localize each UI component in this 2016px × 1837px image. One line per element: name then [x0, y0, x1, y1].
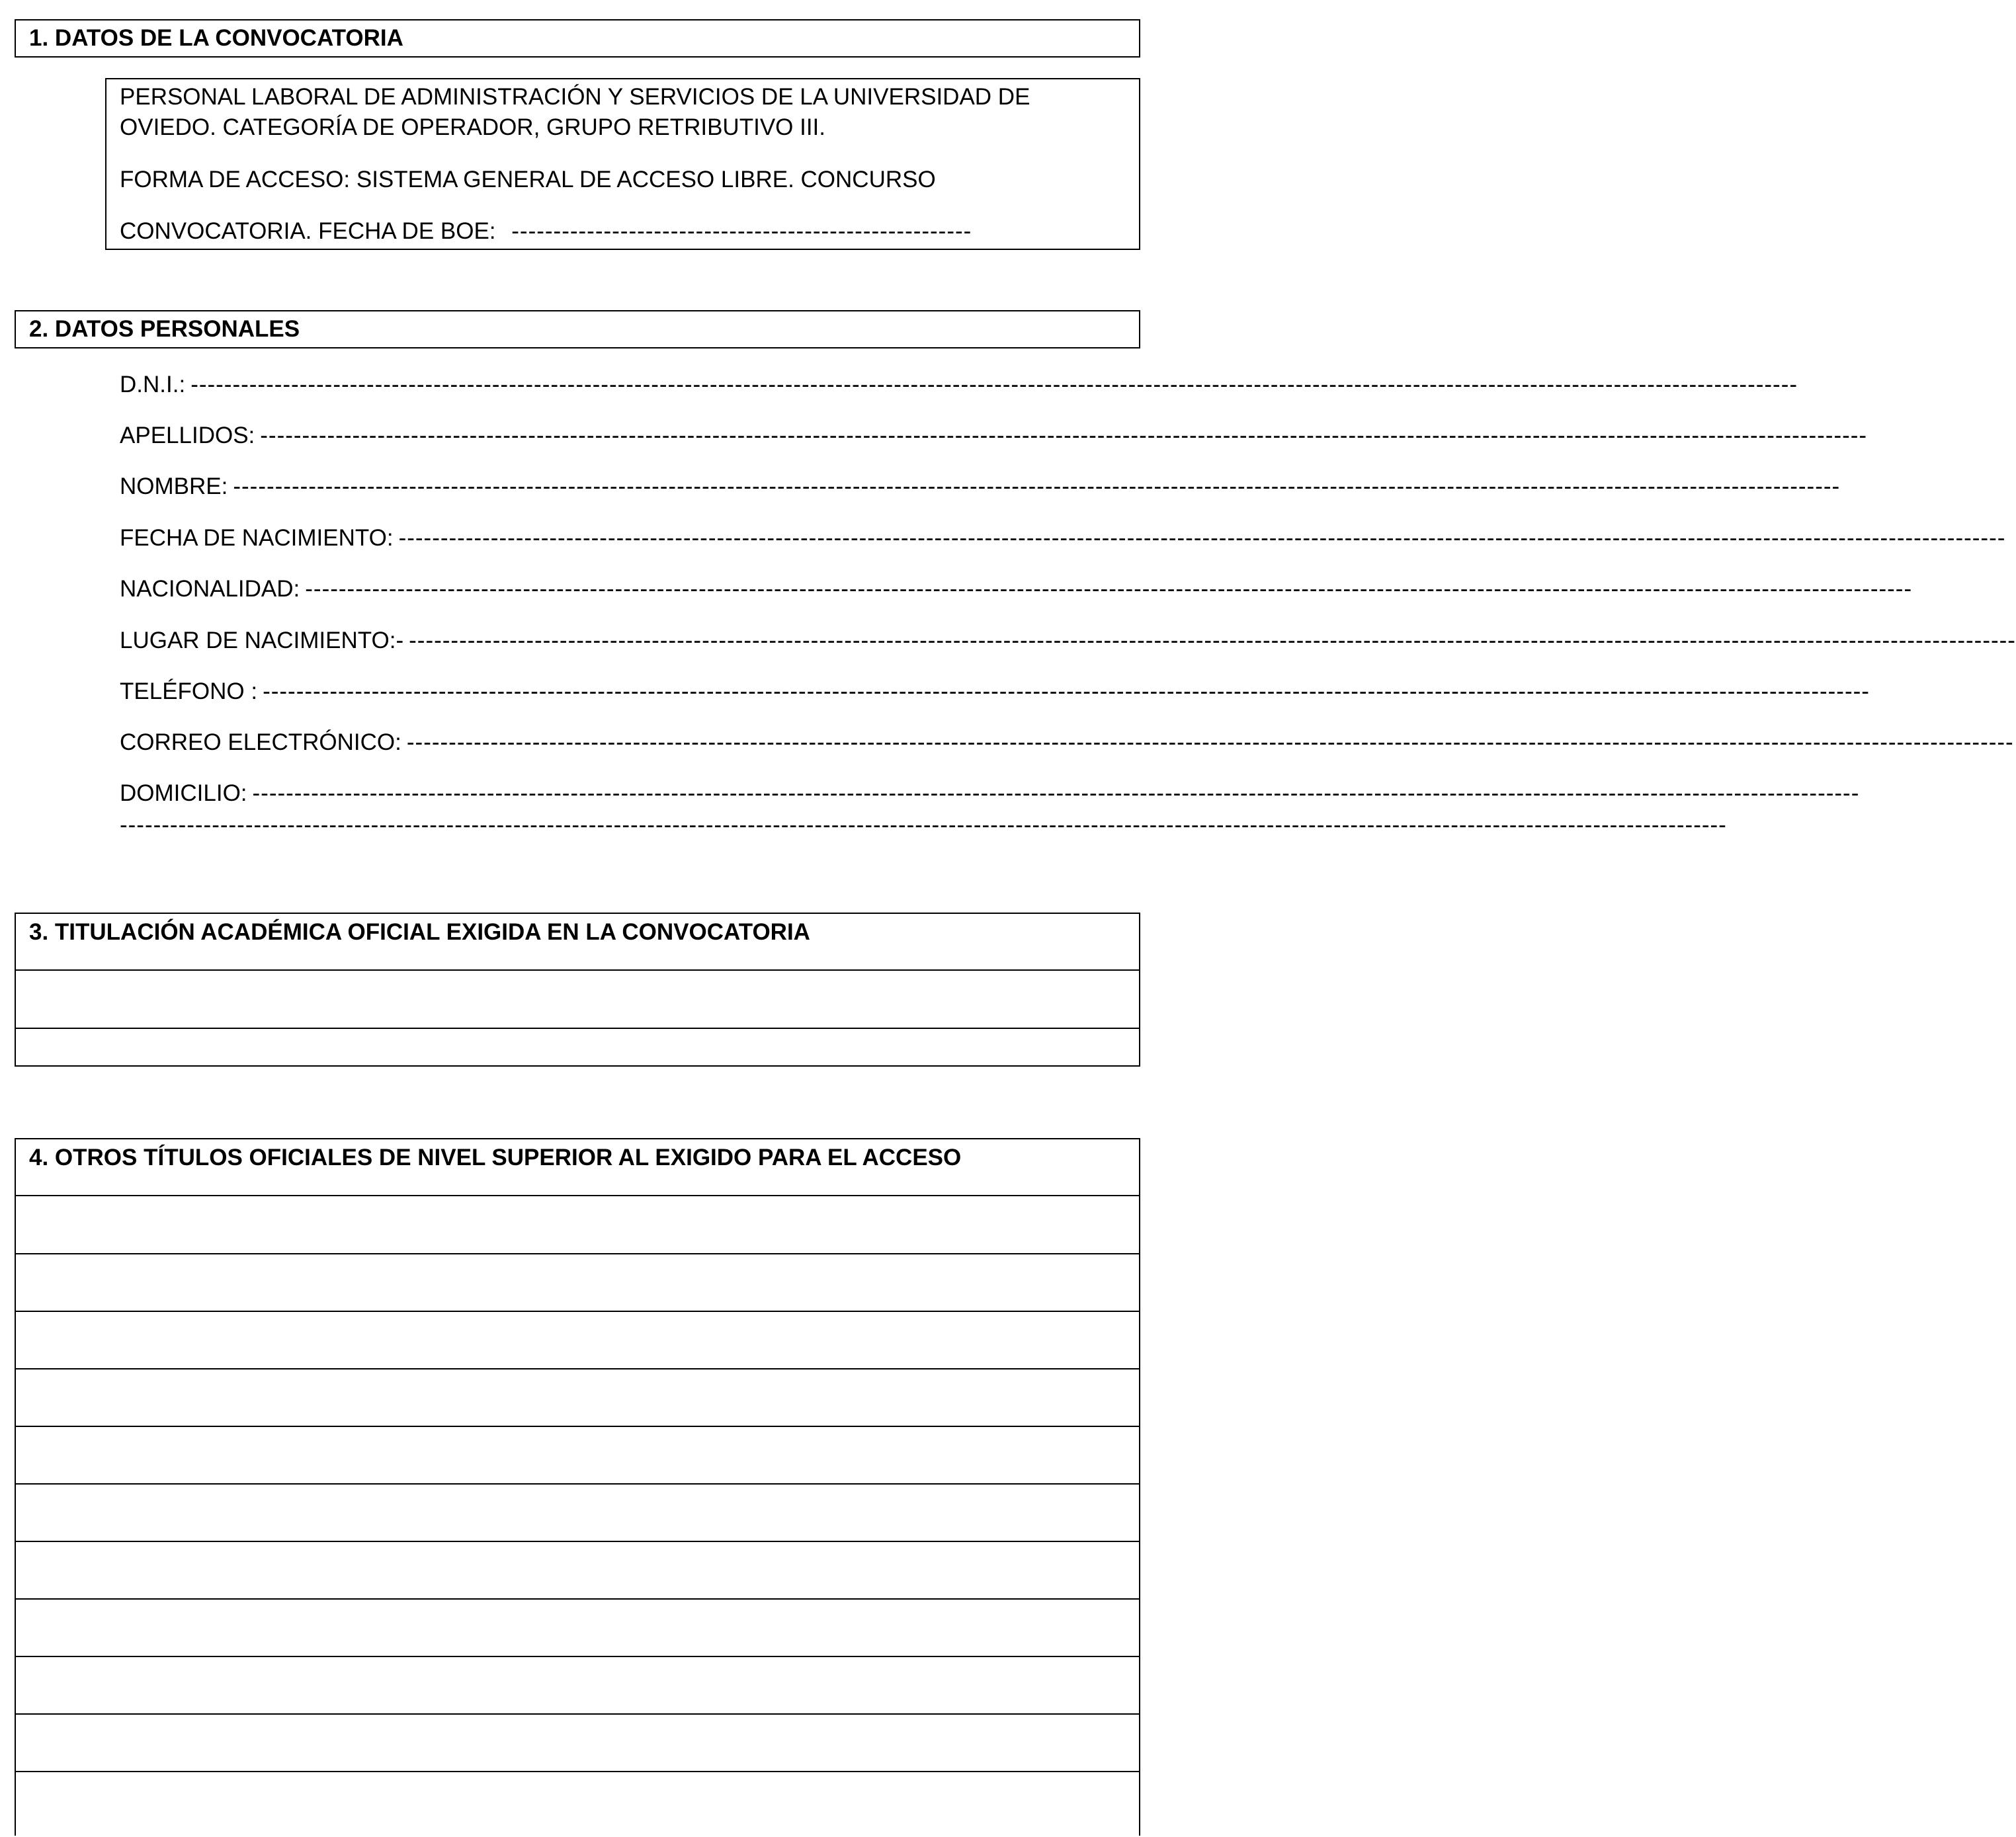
dni-field[interactable] — [120, 372, 1798, 397]
correo-field[interactable] — [120, 729, 2014, 755]
section-4-row[interactable] — [16, 1196, 1139, 1254]
section-4-row[interactable] — [16, 1772, 1139, 1837]
section-4-row[interactable] — [16, 1542, 1139, 1600]
section-3-table — [15, 913, 1140, 1067]
section-4-row[interactable] — [16, 1657, 1139, 1715]
domicilio-blank[interactable]: ------------------------------------------------------------------------------------------------------------------------------------------------------------------------------------------------ — [252, 780, 1860, 806]
correo-blank[interactable]: ------------------------------------------------------------------------------------------------------------------------------------------------------------------------------------------------ — [406, 729, 2014, 755]
lugar-nacimiento-field[interactable] — [120, 628, 2016, 653]
fecha-boe-line — [120, 220, 972, 243]
telefono-blank[interactable]: ------------------------------------------------------------------------------------------------------------------------------------------------------------------------------------------------ — [263, 678, 1870, 704]
section-3-row[interactable] — [16, 971, 1139, 1029]
fecha-boe-blank[interactable]: ------------------------------------------------------- — [511, 218, 972, 244]
section-3-title: 3. TITULACIÓN ACADÉMICA OFICIAL EXIGIDA EN LA CONVOCATORIA — [29, 919, 810, 945]
convocatoria-line-1: PERSONAL LABORAL DE ADMINISTRACIÓN Y SERVICIOS DE LA UNIVERSIDAD DE — [120, 84, 1030, 110]
convocatoria-line-2: OVIEDO. CATEGORÍA DE OPERADOR, GRUPO RETRIBUTIVO III. — [120, 114, 826, 140]
convocatoria-details-box — [105, 78, 1140, 250]
fecha-boe-label: CONVOCATORIA. FECHA DE BOE: — [120, 218, 496, 244]
section-4-row[interactable] — [16, 1485, 1139, 1542]
section-2-title: 2. DATOS PERSONALES — [29, 316, 300, 342]
nombre-blank[interactable]: ------------------------------------------------------------------------------------------------------------------------------------------------------------------------------------------------ — [233, 473, 1841, 499]
section-4-title: 4. OTROS TÍTULOS OFICIALES DE NIVEL SUPERIOR AL EXIGIDO PARA EL ACCESO — [29, 1145, 962, 1170]
lugar-nacimiento-label: LUGAR DE NACIMIENTO:- — [120, 628, 404, 653]
apellidos-label: APELLIDOS: — [120, 423, 255, 448]
section-2-header — [15, 310, 1140, 348]
lugar-nacimiento-blank[interactable]: ------------------------------------------------------------------------------------------------------------------------------------------------------------------------------------------------ — [409, 628, 2016, 653]
nombre-field[interactable] — [120, 473, 1841, 499]
convocatoria-line-3: FORMA DE ACCESO: SISTEMA GENERAL DE ACCESO LIBRE. CONCURSO — [120, 167, 936, 192]
dni-blank[interactable]: ------------------------------------------------------------------------------------------------------------------------------------------------------------------------------------------------ — [190, 372, 1798, 397]
correo-label: CORREO ELECTRÓNICO: — [120, 729, 401, 755]
section-4-row[interactable] — [16, 1600, 1139, 1657]
section-4-table — [15, 1138, 1140, 1836]
section-3-row[interactable] — [16, 1029, 1139, 1065]
domicilio-label: DOMICILIO: — [120, 780, 247, 806]
telefono-field[interactable] — [120, 678, 1870, 704]
fecha-nacimiento-label: FECHA DE NACIMIENTO: — [120, 525, 394, 551]
fecha-nacimiento-field[interactable] — [120, 525, 2006, 551]
nacionalidad-field[interactable] — [120, 576, 1913, 602]
nacionalidad-blank[interactable]: ------------------------------------------------------------------------------------------------------------------------------------------------------------------------------------------------ — [305, 576, 1913, 602]
section-4-row[interactable] — [16, 1369, 1139, 1427]
domicilio-blank-line-2[interactable]: ------------------------------------------------------------------------------------------------------------------------------------------------------------------------------------------------ — [120, 812, 1727, 838]
domicilio-field[interactable] — [120, 780, 1860, 806]
section-1-title: 1. DATOS DE LA CONVOCATORIA — [29, 25, 403, 51]
nombre-label: NOMBRE: — [120, 473, 228, 499]
section-4-row[interactable] — [16, 1715, 1139, 1772]
section-4-row[interactable] — [16, 1312, 1139, 1369]
nacionalidad-label: NACIONALIDAD: — [120, 576, 300, 602]
section-1-header — [15, 19, 1140, 58]
apellidos-blank[interactable]: ------------------------------------------------------------------------------------------------------------------------------------------------------------------------------------------------ — [260, 423, 1868, 448]
section-4-header — [16, 1139, 1139, 1196]
section-4-row[interactable] — [16, 1427, 1139, 1485]
apellidos-field[interactable] — [120, 423, 1868, 448]
section-3-header — [16, 914, 1139, 971]
section-4-row[interactable] — [16, 1254, 1139, 1312]
telefono-label: TELÉFONO : — [120, 678, 258, 704]
fecha-nacimiento-blank[interactable]: ------------------------------------------------------------------------------------------------------------------------------------------------------------------------------------------------ — [398, 525, 2006, 551]
dni-label: D.N.I.: — [120, 372, 186, 397]
